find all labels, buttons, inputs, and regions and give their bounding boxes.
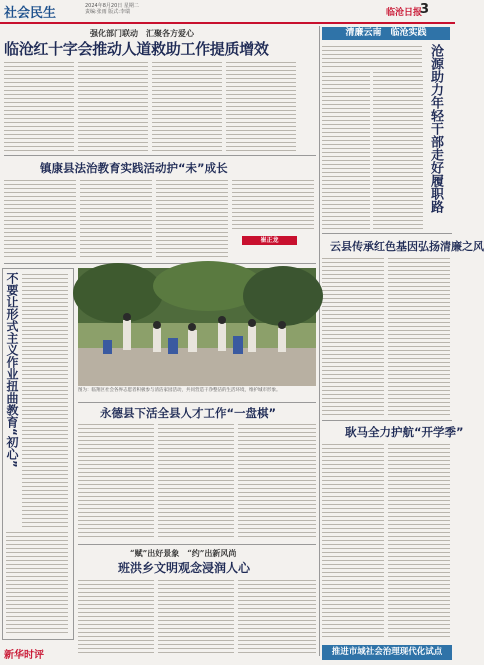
article-5-col-2 — [158, 422, 234, 540]
article-6-col-1 — [322, 442, 384, 637]
sidebar-body-col-1 — [322, 70, 370, 230]
sidebar-headline: 沧源助力年轻干部走好履职路 — [428, 44, 443, 213]
main-kicker: 强化部门联动 汇聚各方爱心 — [90, 28, 194, 38]
header-rule — [0, 22, 455, 24]
newspaper-logo: 临沧日报 — [386, 8, 423, 18]
article-7-col-1 — [78, 578, 154, 656]
article-7-col-2 — [158, 578, 234, 656]
author-tag: 崔正龙 — [242, 236, 297, 245]
footer-left-column-title: 新华时评 — [4, 650, 44, 661]
main-headline: 临沧红十字会推动人道救助工作提质增效 — [4, 40, 269, 58]
date-line-2: 责编:张雨 版式:李瑞 — [85, 9, 130, 15]
divider — [78, 544, 316, 545]
sidebar-band: 清廉云南 临沧实践 — [322, 27, 450, 40]
divider — [78, 402, 316, 403]
sidebar-body-col-2 — [373, 70, 423, 230]
article-6-headline: 耿马全力护航“开学季” — [345, 425, 464, 439]
main-body-col-3 — [152, 60, 222, 152]
main-body-col-1 — [4, 60, 74, 152]
divider — [322, 233, 452, 234]
footer-right-banner: 推进市域社会治理现代化试点 — [322, 645, 452, 660]
article-3-col-2 — [388, 256, 450, 416]
main-body-col-4 — [226, 60, 296, 152]
article-2-headline: 镇康县法治教育实践活动护“未”成长 — [40, 161, 228, 175]
date-line-1: 2024年8月20日 星期二 — [85, 3, 139, 9]
article-5-col-1 — [78, 422, 154, 540]
photo-caption: 图为：临翔区社会各界志愿者积极参与清洁家园活动，共同营造干净整洁的生活环境，维护城市形象。 — [78, 388, 281, 393]
article-2-col-1 — [4, 178, 76, 260]
article-7-col-3 — [238, 578, 316, 656]
article-4-headline: 不要让形式主义作业扭曲教育“初心” — [5, 272, 19, 468]
page-header — [0, 0, 455, 24]
article-5-headline: 永德县下活全县人才工作“一盘棋” — [100, 406, 277, 420]
article-2-col-3 — [156, 178, 228, 260]
column-divider — [319, 26, 320, 656]
divider — [322, 420, 452, 421]
article-7-kicker: “赋”出好景象 “约”出新风尚 — [130, 548, 237, 558]
page-number: 3 — [420, 2, 430, 17]
article-7-headline: 班洪乡文明观念浸润人心 — [118, 561, 251, 575]
volunteers-photo-illustration — [78, 268, 316, 386]
divider — [4, 263, 316, 264]
article-5-col-3 — [238, 422, 316, 540]
divider — [4, 155, 316, 156]
article-2-col-2 — [80, 178, 152, 260]
article-6-col-2 — [388, 442, 450, 637]
article-3-headline: 云县传承红色基因弘扬清廉之风 — [330, 240, 484, 253]
section-title: 社会民生 — [4, 6, 57, 21]
date-line — [85, 3, 139, 15]
article-3-col-1 — [322, 256, 384, 416]
main-body-col-2 — [78, 60, 148, 152]
news-photo — [78, 268, 316, 386]
article-2-col-4 — [232, 178, 314, 230]
article-4-col-2 — [6, 530, 68, 635]
article-4-col-1 — [22, 272, 68, 527]
sidebar-intro — [322, 44, 422, 68]
